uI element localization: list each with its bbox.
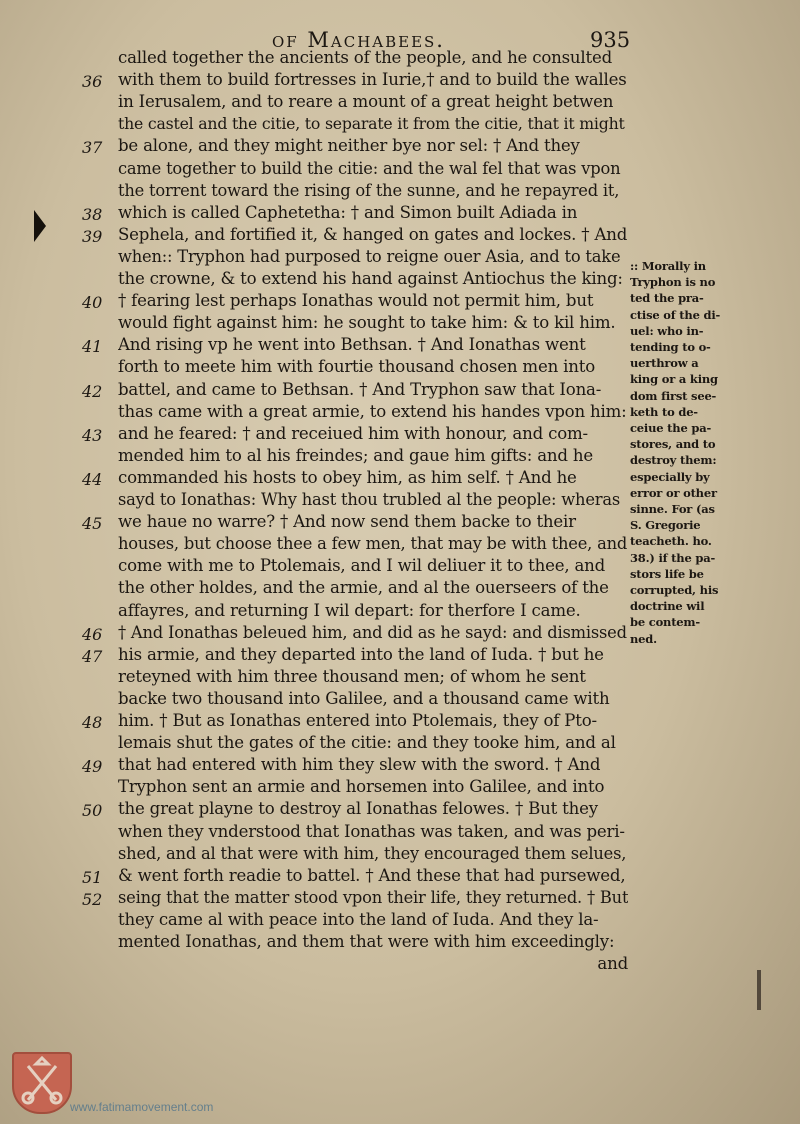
verse-number: 43 [82,425,103,445]
line-text: houses, but choose thee a few men, that may be with thee, and [118,534,628,554]
text-line [0,70,800,93]
verse-number: 52 [82,889,103,909]
line-text: and [597,954,628,974]
line-text: thas came with a great armie, to extend his handes vpon him: [118,401,627,421]
margin-note-line: corrupted, his [630,583,719,598]
line-text: lemais shut the gates of the citie: and they tooke him, and al [118,733,616,753]
line-text: the torrent toward the rising of the sunne, and he repayred it, [118,180,620,200]
text-line [0,114,800,137]
papal-keys-emblem-icon [12,1052,72,1114]
text-line [0,910,800,933]
line-text: which is called Caphetetha: † and Simon built Adiada in [118,202,578,222]
line-text: backe two thousand into Galilee, and a thousand came with [118,688,610,708]
margin-note-line: stores, and to [630,437,716,452]
line-text: him. † But as Ionathas entered into Ptolemais, they of Pto- [118,711,597,730]
line-text: Sephela, and fortified it, & hanged on gates and lockes. † And [118,224,628,244]
page-number: 935 [590,28,631,52]
verse-number: 40 [82,293,103,313]
line-text: commanded his hosts to obey him, as him self. † And he [118,467,577,487]
margin-note-line: ceiue the pa- [630,421,712,436]
line-text: mended him to al his freindes; and gaue him gifts: and he [118,445,593,465]
watermark-link[interactable]: www.fatimamovement.com [70,1100,214,1114]
verse-number: 41 [82,337,103,357]
line-text: we haue no warre? † And now send them backe to their [118,512,576,532]
running-title: of Machabees. [272,28,445,52]
line-text: would fight against him: he sought to take him: & to kil him. [118,313,616,333]
line-text: called together the ancients of the people, and he consulted [118,48,613,67]
line-text: came together to build the citie: and the wal fel that was vpon [118,158,621,178]
margin-note-line: Tryphon is no [630,275,716,290]
margin-note-line: king or a king [630,372,718,387]
text-line [0,932,800,955]
margin-note-line: :: Morally in [630,259,706,273]
line-text: the other holdes, and the armie, and al the ouerseers of the [118,578,609,598]
text-line [0,667,800,690]
text-line [0,159,800,182]
margin-note-line: S. Gregorie [630,518,701,533]
margin-note-line: teacheth. ho. [630,534,712,549]
verse-number: 50 [82,801,103,821]
text-line [0,888,800,911]
line-text: † And Ionathas beleued him, and did as he sayd: and dismissed [118,622,627,642]
verse-number: 45 [82,514,103,534]
margin-rule [757,970,761,1010]
margin-note-line: destroy them: [630,453,717,468]
line-text: when they vnderstood that Ionathas was taken, and was peri- [118,821,625,841]
text-line [0,181,800,204]
margin-note-line: sinne. For (as [630,502,715,517]
text-line [0,711,800,734]
text-line [0,733,800,756]
verse-number: 39 [82,226,103,246]
margin-note-line: tending to o- [630,340,711,355]
margin-note-line: ned. [630,631,657,646]
line-text: mented Ionathas, and them that were with him exceedingly: [118,932,615,951]
line-text: the great playne to destroy al Ionathas felowes. † But they [118,799,598,819]
margin-note-line: ted the pra- [630,291,704,306]
margin-note-line: stors life be [630,566,704,581]
margin-note-line: doctrine wil [630,599,705,614]
text-line [0,645,800,668]
margin-note-line: 38.) if the pa- [630,550,716,565]
line-text: with them to build fortresses in Iurie,† and to build the walles [118,70,627,90]
line-text: seing that the matter stood vpon their life, they returned. † But [118,887,628,907]
margin-note-line: keth to de- [630,404,698,419]
margin-note-line: uel: who in- [630,323,704,338]
line-text: come with me to Ptolemais, and I wil deliuer it to thee, and [118,556,606,576]
line-text: the castel and the citie, to separate it from the citie, that it might [118,114,625,134]
line-text: & went forth readie to battel. † And these that had pursewed, [118,865,626,885]
line-text: affayres, and returning I wil depart: for therfore I came. [118,600,581,620]
line-text: they came al with peace into the land of Iuda. And they la- [118,909,599,929]
line-text: † fearing lest perhaps Ionathas would not permit him, but [118,291,594,311]
line-text: reteyned with him three thousand men; of whom he sent [118,666,586,686]
line-text: the crowne, & to extend his hand against Antiochus the king: [118,269,623,288]
text-line [0,822,800,845]
text-line [0,777,800,800]
line-text: And rising vp he went into Bethsan. † And Ionathas went [118,335,586,355]
verse-number: 47 [82,646,103,666]
line-text: Tryphon sent an armie and horsemen into Galilee, and into [118,777,605,797]
verse-number: 36 [82,72,103,92]
margin-note-line: error or other [630,485,717,500]
line-text: shed, and al that were with him, they encouraged them selues, [118,843,627,863]
verse-number: 48 [82,713,103,732]
text-line [0,844,800,867]
text-line [0,954,800,977]
line-text: sayd to Ionathas: Why hast thou trubled al the people: wheras [118,490,620,509]
verse-number: 49 [82,757,103,777]
margin-note-line: uerthrow a [630,356,699,371]
text-line [0,689,800,712]
margin-note [630,258,742,647]
verse-number: 42 [82,381,103,401]
text-line [0,136,800,159]
text-line [0,866,800,889]
line-text: be alone, and they might neither bye nor sel: † And they [118,136,580,156]
margin-note-line: dom first see- [630,388,717,403]
line-text: when:: Tryphon had purposed to reigne ouer Asia, and to take [118,246,621,266]
line-text: and he feared: † and receiued him with honour, and com- [118,423,588,443]
text-line [0,48,800,71]
verse-number: 37 [82,138,103,158]
text-line [0,92,800,115]
margin-note-line: ctise of the di- [630,307,721,322]
line-text: in Ierusalem, and to reare a mount of a great height betwen [118,92,614,112]
line-text: that had entered with him they slew with the sword. † And [118,755,601,775]
text-line [0,755,800,778]
margin-note-line: be contem- [630,615,700,630]
verse-number: 51 [82,867,103,887]
verse-number: 38 [82,204,103,224]
text-line [0,799,800,822]
margin-note-line: especially by [630,469,710,484]
verse-number: 44 [82,469,103,489]
line-text: his armie, and they departed into the land of Iuda. † but he [118,644,604,664]
text-line [0,225,800,248]
text-line [0,203,800,226]
verse-number: 46 [82,624,103,644]
line-text: battel, and came to Bethsan. † And Tryphon saw that Iona- [118,379,602,399]
line-text: forth to meete him with fourtie thousand chosen men into [118,357,595,377]
